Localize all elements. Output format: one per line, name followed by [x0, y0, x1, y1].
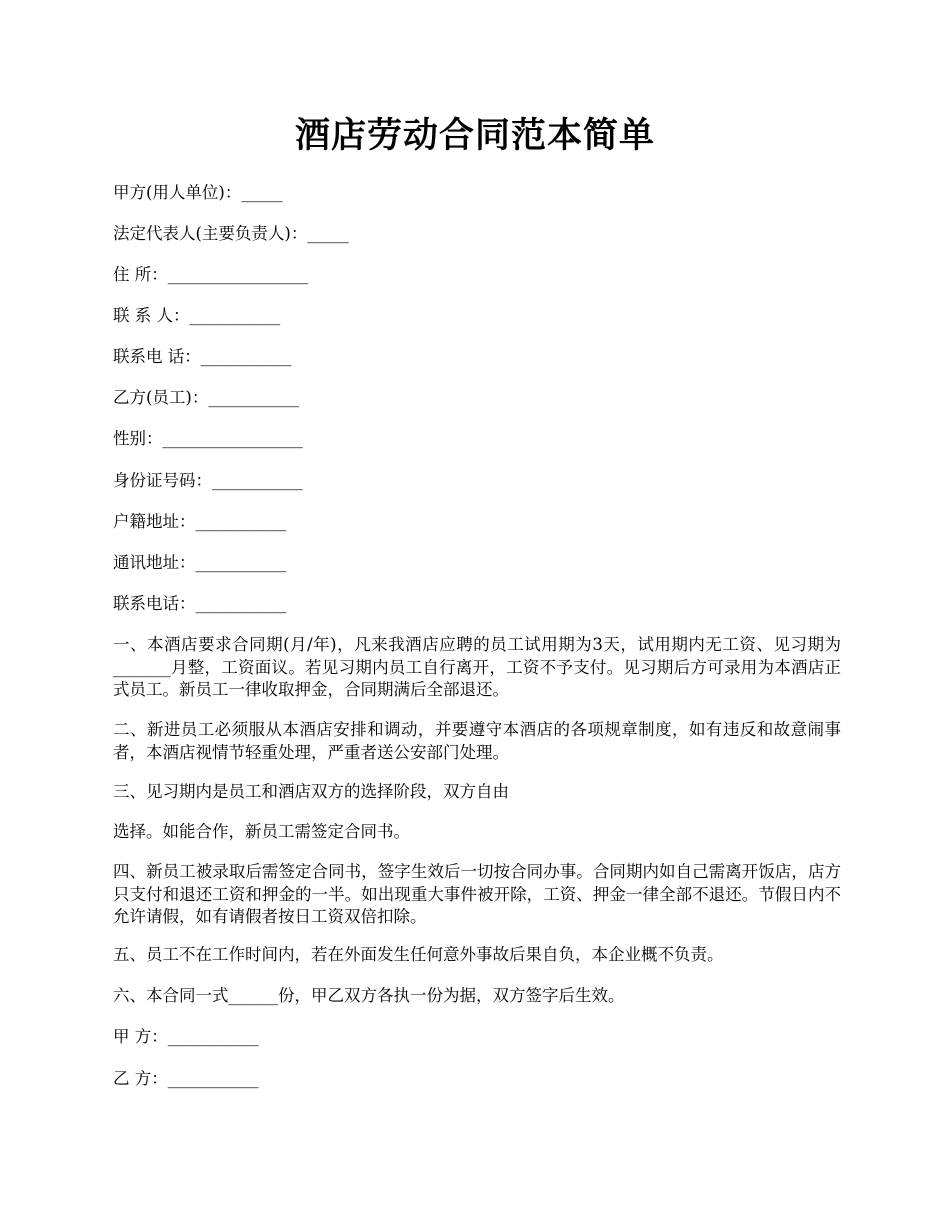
field-gender: 性别：_________________: [113, 429, 303, 448]
clause-3-part-2: 选择。如能合作，新员工需签定合同书。: [113, 822, 410, 841]
clause-4: 四、新员工被录取后需签定合同书，签字生效后一切按合同办事。合同期内如自己需离开饭店，店方只支付和退还工资和押金的一半。如出现重大事件被开除，工资、押金一律全部不退还。节假日内不允许请假，如有请假者按日工资双倍扣除。: [113, 862, 841, 926]
signature-party-b: 乙 方：___________: [113, 1069, 259, 1088]
field-party-b: 乙方(员工)：___________: [113, 388, 300, 407]
field-contact-phone: 联系电 话：___________: [113, 347, 292, 366]
clause-3-part-1: 三、见习期内是员工和酒店双方的选择阶段，双方自由: [113, 782, 509, 801]
clause-2: 二、新进员工必须服从本酒店安排和调动，并要遵守本酒店的各项规章制度，如有违反和故意闹事者，本酒店视情节轻重处理，严重者送公安部门处理。: [113, 720, 841, 762]
signature-party-a: 甲 方：___________: [113, 1027, 259, 1046]
field-mailing-address: 通讯地址：___________: [113, 553, 287, 572]
clause-6: 六、本合同一式______份，甲乙双方各执一份为据，双方签字后生效。: [113, 986, 625, 1005]
field-household-address: 户籍地址：___________: [113, 512, 287, 531]
field-address: 住 所：_________________: [113, 265, 308, 284]
field-legal-rep: 法定代表人(主要负责人)：_____: [113, 224, 349, 243]
field-phone: 联系电话：___________: [113, 594, 287, 613]
field-contact-person: 联 系 人：___________: [113, 306, 281, 325]
clause-5: 五、员工不在工作时间内，若在外面发生任何意外事故后果自负，本企业概不负责。: [113, 945, 724, 964]
document-title: 酒店劳动合同范本简单: [294, 115, 655, 156]
field-party-a: 甲方(用人单位)：_____: [113, 183, 283, 202]
field-id-number: 身份证号码：___________: [113, 471, 303, 490]
clause-1: 一、本酒店要求合同期(月/年)，凡来我酒店应聘的员工试用期为3天，试用期内无工资、见习期为_______月整，工资面议。若见习期内员工自行离开，工资不予支付。见习期后方可录用为本酒店正式员工。新员工一律收取押金，合同期满后全部退还。: [113, 635, 841, 699]
